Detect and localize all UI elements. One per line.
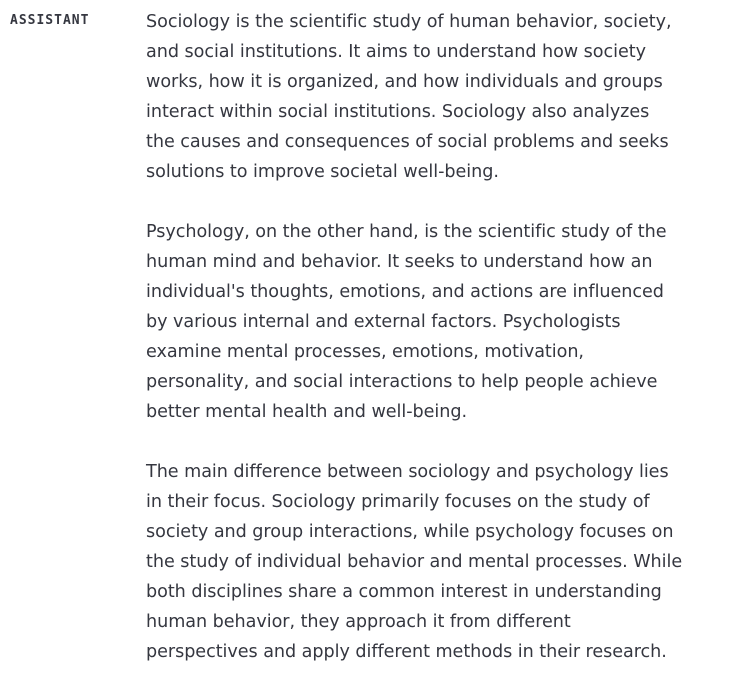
message-content xyxy=(146,7,714,667)
paragraph-3 xyxy=(146,457,714,667)
text-line: the causes and consequences of social problems and seeks xyxy=(146,132,669,152)
text-line: and social institutions. It aims to understand how society xyxy=(146,42,646,62)
text-line: individual's thoughts, emotions, and actions are influenced xyxy=(146,282,664,302)
text-line: Sociology is the scientific study of human behavior, society, xyxy=(146,12,672,32)
text-line: works, how it is organized, and how individuals and groups xyxy=(146,72,663,92)
text-line: both disciplines share a common interest in understanding xyxy=(146,582,662,602)
text-line: examine mental processes, emotions, motivation, xyxy=(146,342,584,362)
paragraph-2 xyxy=(146,217,714,427)
text-line: in their focus. Sociology primarily focuses on the study of xyxy=(146,492,650,512)
text-line: the study of individual behavior and mental processes. While xyxy=(146,552,683,572)
text-line: The main difference between sociology and psychology lies xyxy=(146,462,669,482)
text-line: human mind and behavior. It seeks to understand how an xyxy=(146,252,653,272)
text-line: interact within social institutions. Sociology also analyzes xyxy=(146,102,650,122)
text-line: society and group interactions, while psychology focuses on xyxy=(146,522,674,542)
paragraph-1 xyxy=(146,7,714,187)
text-line: Psychology, on the other hand, is the scientific study of the xyxy=(146,222,667,242)
text-line: solutions to improve societal well-being. xyxy=(146,162,499,182)
role-label: ASSISTANT xyxy=(10,13,90,28)
text-line: personality, and social interactions to help people achieve xyxy=(146,372,658,392)
text-line: human behavior, they approach it from different xyxy=(146,612,571,632)
text-line: better mental health and well-being. xyxy=(146,402,468,422)
text-line: perspectives and apply different methods in their research. xyxy=(146,642,667,662)
text-line: by various internal and external factors. Psychologists xyxy=(146,312,621,332)
